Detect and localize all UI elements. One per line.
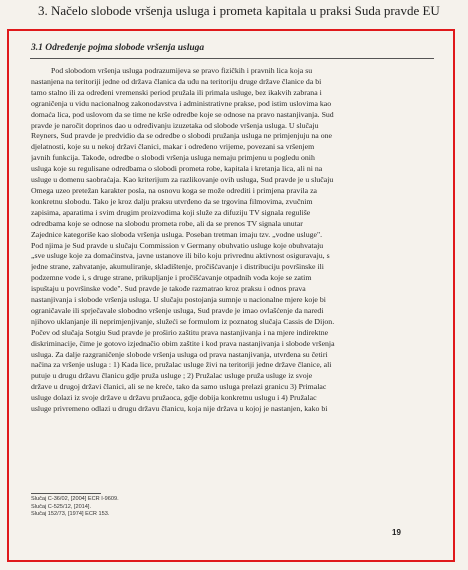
body-line: javnih funkcija. Takođe, odredbe o slobodi vršenja usluga nemaju primjenu u pogledu onih <box>31 153 315 163</box>
body-line: usluga. Za dalje razgraničenje slobode vršenja usluga od prava nastanjivanja, utvrđena su četiri <box>31 349 328 359</box>
body-line: Zajednice kategoriše kao sloboda vršenja usluga. Poseban tretman imaju tzv. „vodne usluge". <box>31 229 323 239</box>
body-line: Počev od slučaja Sotgiu Sud pravde je proširio zaštitu prava nastanjivanja i na mjere indirektne <box>31 327 329 337</box>
body-line: domaća lica, pod uslovom da se time ne krše odredbe koje se odnose na pravo nastanjivanja. Sud <box>31 109 334 119</box>
body-line: Pod slobodom vršenja usluga podrazumijeva se pravo fizičkih i pravnih lica koja su <box>51 66 313 75</box>
body-line: „sve usluge koje za domaćinstva, javne ustanove ili bilo koju privrednu aktivnost osiguravaju, s <box>31 251 330 261</box>
body-line: usluge dolazi iz svoje države u državu pružaoca, gdje dobija konkretnu uslugu i 4) Pružalac <box>31 393 317 403</box>
body-line: Omega uzeo pretežan karakter posla, na osnovu koga se može odrediti i primjena pravila za <box>31 185 317 195</box>
body-line: Pod njima je Sud pravde u slučaju Commission v Germany obuhvatio usluge koje obuhvataju <box>31 240 324 250</box>
body-line: diskriminacije, čime je gotovo izjednačio obim zaštite i kod prava nastanjivanja i slobode vršenja <box>31 338 335 348</box>
footnote: Slučaj C-525/12, [2014]. <box>31 503 92 510</box>
body-line: podzemne vode i, s druge strane, prikupljanje i pročišćavanje otpadnih voda koje se zatim <box>31 273 312 283</box>
body-line: nastanjena na teritoriji jedne od država članica da uđu na teritoriju druge države članice da bi <box>31 76 322 86</box>
body-line: Reyners, Sud pravde je predvidio da se odredbe o slobodi pružanja usluga ne primjenjuju na one <box>31 131 332 141</box>
body-line: zapisima, aparatima i svim drugim proizvodima koji služe za difuziju TV signala reguliše <box>31 207 311 217</box>
footnote: Slučaj 152/73, [1974] ECR 153. <box>31 511 110 517</box>
body-line: pravde je naročit doprinos dao u određivanju izuzetaka od slobode vršenja usluga. U slučaju <box>31 120 319 130</box>
body-line: odredbama koje se odnose na slobodu prometa robe, ali da se prenos TV signala unutar <box>31 218 303 228</box>
body-line: ograničenja u vidu nacionalnog zakonodavstva i administrativne prakse, pod istim uslovima kao <box>31 98 332 108</box>
body-line: usluge u domenu saobraćaja. Kao kriterijum za razlikovanje ovih usluga, Sud pravde je u slučaju <box>31 175 334 185</box>
chapter-heading: 3. Načelo slobode vršenja usluga i prometa kapitala u praksi Suda pravde EU <box>38 3 440 18</box>
body-line: konkretnu slobodu. Tako je kroz dalju praksu utvrđeno da se trgovina filmovima, zvučnim <box>31 196 313 206</box>
footnote-rule <box>31 493 101 494</box>
body-line: države u drugoj državi članici, ali se ne kreće, tako da samo usluga prelazi granicu 3) Primalac <box>31 382 327 392</box>
body-line: usluge privremeno odlazi u drugu državu članicu, koja nije država u kojoj je nastanjen, kako bi <box>31 404 328 414</box>
body-line: jedne strane, zahvatanje, akumuliranje, skladištenje, pročišćavanje i distribuciju površinske ili <box>31 262 324 272</box>
body-line: njihovo uklanjanje ili neprimjenjivanje, služeći se formulom iz poznatog slučaja Cassis de Dijon. <box>31 316 335 326</box>
body-line: ispuštaju u površinske vode". Sud pravde je takođe razmatrao kroz praksu i odnos prava <box>31 284 306 294</box>
section-title: 3.1 Određenje pojma slobode vršenja usluga <box>31 43 205 53</box>
footnotes <box>31 496 331 519</box>
body-line: putuje u drugu državu članicu gdje pruža usluge ; 2) Pružalac usluge pruža usluge iz svoje <box>31 371 313 381</box>
page-number: 19 <box>392 528 401 537</box>
body-line: načina za vršenje usluga : 1) Kada lice, pružalac usluge živi na teritoriji jedne države članice, ali <box>31 360 332 370</box>
body-line: usluga koje su regulisane odredbama o slobodi prometa robe, kapitala i kretanja lica, ali ni na <box>31 164 323 174</box>
body-text <box>31 66 432 415</box>
body-line: ograničavale ili sprječavale slobodno vršenje usluga, Sud pravde je imao ovlašćenje da naredi <box>31 305 324 315</box>
footnote: Slučaj C-36/02, [2004] ECR I-9609. <box>31 496 119 502</box>
body-line: djelatnosti, koje su u nekoj državi članici, makar i određeno vrijeme, povezani sa vršenjem <box>31 142 315 152</box>
body-line: tamo stalno ili za određeni vremenski period pružala ili primala usluge, bez ikakvih zabrana i <box>31 87 322 97</box>
section-title-rule <box>30 58 434 59</box>
body-line: nastanjivanja i slobode vršenja usluga. U slučaju postojanja sumnje u nacionalne mjere koje bi <box>31 295 326 305</box>
